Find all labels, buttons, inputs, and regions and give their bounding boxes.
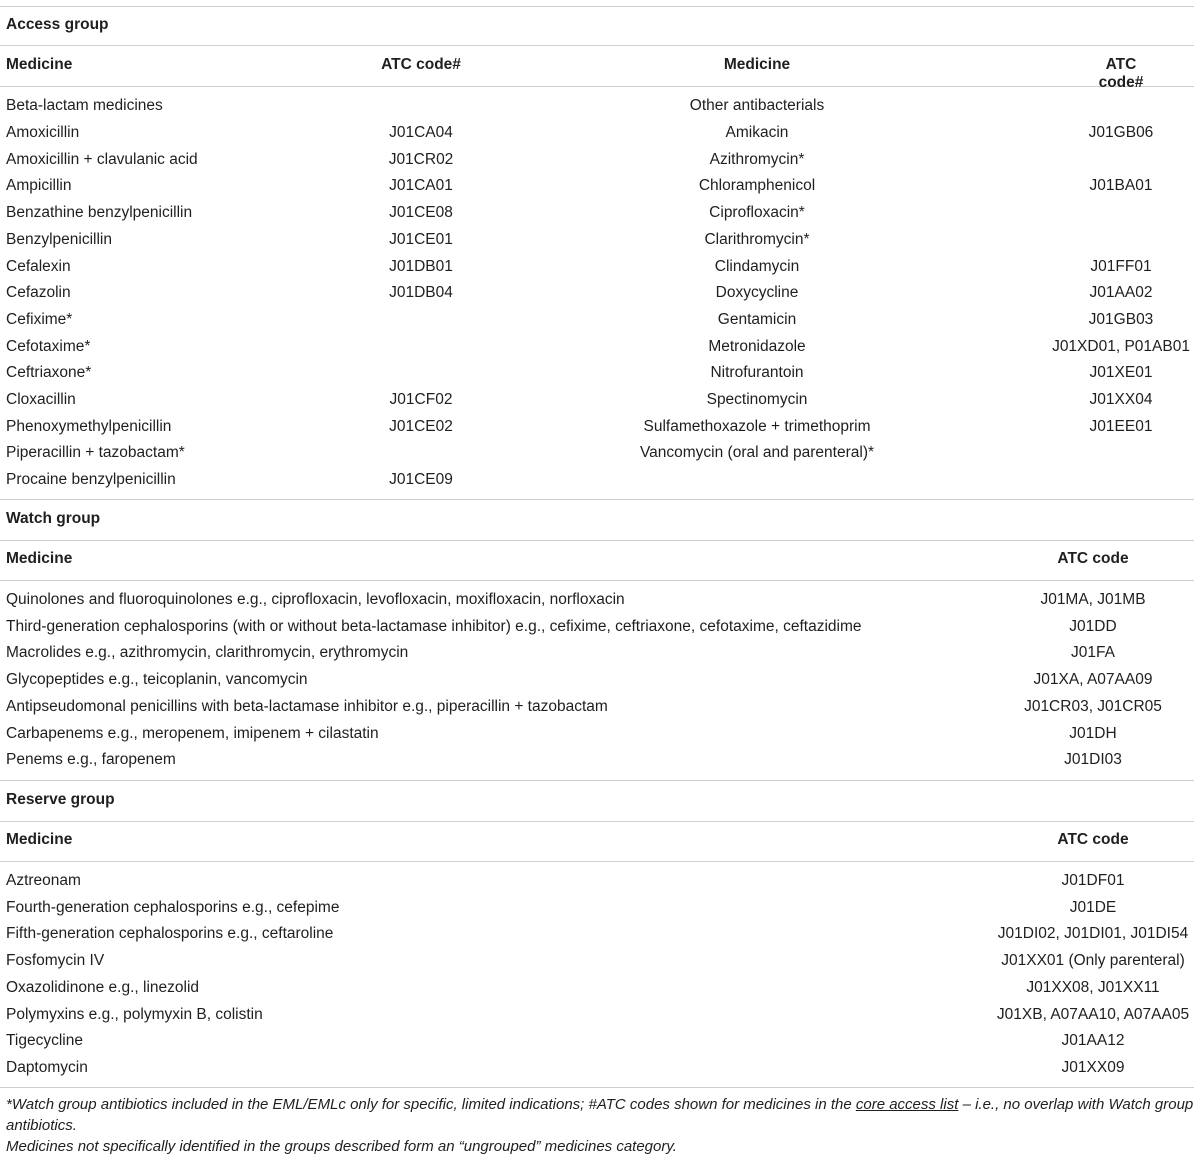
access-atc-code-right: J01XX04: [1089, 391, 1153, 408]
footnote-line-2: Medicines not specifically identified in the groups described form an “ungrouped” medicines category.: [6, 1138, 677, 1155]
access-atc-code: J01CE02: [389, 417, 453, 435]
access-atc-code-right: J01AA02: [1089, 284, 1153, 302]
access-medicine-name-right: Metronidazole: [708, 337, 806, 355]
access-medicine-name: Cefazolin: [6, 284, 71, 302]
access-medicine-name: Cefotaxime*: [6, 337, 91, 355]
access-atc-code-right: J01GB03: [1088, 310, 1154, 328]
access-left-section-label: Beta-lactam medicines: [6, 97, 163, 114]
reserve-group-title: Reserve group: [6, 791, 115, 808]
access-group-title: Access group: [6, 16, 109, 33]
watch-medicine-name: Antipseudomonal penicillins with beta-lactamase inhibitor e.g., piperacillin + tazobactam: [6, 697, 608, 715]
access-medicine-name-right: Amikacin: [725, 124, 789, 141]
access-medicine-name-right: Spectinomycin: [706, 391, 808, 408]
access-medicine-name: Benzylpenicillin: [6, 230, 112, 248]
watch-group-title: Watch group: [6, 510, 101, 527]
access-medicine-name: Cefixime*: [6, 310, 73, 328]
rule: [0, 540, 1194, 541]
footnote-text-1: *Watch group antibiotics included in the EML/EMLc only for specific, limited indications; #ATC codes shown for medicines in the: [6, 1096, 856, 1113]
reserve-medicine-name: Tigecycline: [6, 1032, 83, 1050]
access-medicine-name-right: Sulfamethoxazole + trimethoprim: [643, 417, 871, 435]
access-medicine-name-right: Chloramphenicol: [698, 177, 816, 195]
reserve-header-medicine: Medicine: [6, 831, 73, 848]
access-medicine-name-right: Clindamycin: [714, 257, 800, 275]
watch-atc-code: J01FA: [1071, 644, 1115, 662]
access-medicine-name: Phenoxymethylpenicillin: [6, 417, 172, 435]
core-access-list-text: core access list: [855, 1096, 959, 1113]
reserve-atc-code: J01XX01 (Only parenteral): [1001, 952, 1185, 970]
access-medicine-name: Cloxacillin: [6, 391, 76, 408]
watch-atc-code: J01DD: [1069, 617, 1117, 635]
access-header-atc-right: ATC code#: [1098, 56, 1144, 91]
reserve-medicine-name: Polymyxins e.g., polymyxin B, colistin: [6, 1005, 263, 1023]
access-medicine-name: Ampicillin: [6, 177, 72, 195]
rule: [0, 45, 1194, 46]
access-atc-code: J01CF02: [389, 391, 453, 408]
footnotes: [6, 1094, 1194, 1157]
rule: [0, 499, 1194, 500]
watch-medicine-name: Third-generation cephalosporins (with or without beta-lactamase inhibitor) e.g., cefixime, ceftriaxone, cefotaxime, ceftazidime: [6, 617, 862, 635]
watch-medicine-name: Penems e.g., faropenem: [6, 751, 176, 769]
watch-medicine-name: Macrolides e.g., azithromycin, clarithromycin, erythromycin: [6, 644, 409, 662]
access-atc-code: J01CR02: [388, 150, 454, 168]
access-atc-code: J01DB01: [389, 257, 453, 275]
watch-header-atc: ATC code: [1057, 550, 1129, 567]
footnote-line-1: [6, 1094, 1194, 1136]
reserve-medicine-name: Oxazolidinone e.g., linezolid: [6, 978, 200, 996]
access-atc-code-right: J01XD01, P01AB01: [1052, 337, 1190, 355]
rule: [0, 780, 1194, 781]
access-medicine-name-right: Ciprofloxacin*: [709, 204, 805, 222]
access-medicine-name: Piperacillin + tazobactam*: [6, 444, 185, 462]
reserve-atc-code: J01XX09: [1061, 1058, 1125, 1076]
access-medicine-name: Cefalexin: [6, 257, 71, 275]
reserve-header-atc: ATC code: [1057, 831, 1129, 848]
reserve-atc-code: J01DF01: [1061, 872, 1125, 889]
watch-atc-code: J01MA, J01MB: [1040, 591, 1146, 608]
access-medicine-name-right: Gentamicin: [717, 310, 797, 328]
access-atc-code-right: J01BA01: [1089, 177, 1153, 195]
watch-medicine-name: Glycopeptides e.g., teicoplanin, vancomycin: [6, 671, 308, 689]
access-atc-code: J01DB04: [389, 284, 453, 302]
access-atc-code: J01CA01: [389, 177, 453, 195]
watch-atc-code: J01XA, A07AA09: [1033, 671, 1153, 689]
access-right-section-label: Other antibacterials: [689, 97, 825, 114]
access-atc-code: J01CE01: [389, 230, 453, 248]
rule: [0, 861, 1194, 862]
reserve-atc-code: J01AA12: [1061, 1032, 1125, 1050]
access-medicine-name: Procaine benzylpenicillin: [6, 471, 176, 489]
access-header-medicine-right: Medicine: [723, 56, 791, 73]
access-medicine-name-right: Nitrofurantoin: [710, 364, 804, 382]
access-atc-code-right: J01XE01: [1089, 364, 1153, 382]
rule: [0, 86, 1194, 87]
access-medicine-name-right: Doxycycline: [715, 284, 799, 302]
access-atc-code-right: J01EE01: [1089, 417, 1153, 435]
watch-atc-code: J01CR03, J01CR05: [1024, 697, 1162, 715]
rule: [0, 1087, 1194, 1088]
footnote-text-2: – i.e., no overlap with Watch group antibiotics.: [6, 1096, 1194, 1134]
rule: [0, 821, 1194, 822]
reserve-medicine-name: Daptomycin: [6, 1058, 88, 1076]
access-medicine-name-right: Azithromycin*: [709, 150, 805, 168]
access-medicine-name: Benzathine benzylpenicillin: [6, 204, 193, 222]
access-medicine-name: Amoxicillin + clavulanic acid: [6, 150, 198, 168]
watch-atc-code: J01DH: [1069, 724, 1117, 742]
access-header-medicine: Medicine: [6, 56, 73, 73]
access-atc-code: J01CE09: [389, 471, 453, 489]
access-atc-code: J01CA04: [389, 124, 453, 141]
access-header-atc: ATC code#: [381, 56, 461, 73]
access-medicine-name: Ceftriaxone*: [6, 364, 92, 382]
reserve-medicine-name: Fosfomycin IV: [6, 952, 105, 970]
watch-header-medicine: Medicine: [6, 550, 73, 567]
rule: [0, 6, 1194, 7]
reserve-medicine-name: Aztreonam: [6, 872, 81, 889]
access-atc-code-right: J01GB06: [1088, 124, 1154, 141]
access-medicine-name-right: Vancomycin (oral and parenteral)*: [639, 444, 875, 462]
rule: [0, 580, 1194, 581]
watch-medicine-name: Quinolones and fluoroquinolones e.g., ciprofloxacin, levofloxacin, moxifloxacin, norfloxacin: [6, 591, 625, 608]
reserve-medicine-name: Fifth-generation cephalosporins e.g., ceftaroline: [6, 925, 334, 943]
reserve-atc-code: J01XB, A07AA10, A07AA05: [996, 1005, 1190, 1023]
access-medicine-name-right: Clarithromycin*: [704, 230, 810, 248]
access-atc-code: J01CE08: [389, 204, 453, 222]
reserve-atc-code: J01DE: [1069, 898, 1117, 916]
watch-medicine-name: Carbapenems e.g., meropenem, imipenem + cilastatin: [6, 724, 379, 742]
reserve-atc-code: J01DI02, J01DI01, J01DI54: [997, 925, 1189, 943]
reserve-atc-code: J01XX08, J01XX11: [1026, 978, 1160, 996]
reserve-medicine-name: Fourth-generation cephalosporins e.g., cefepime: [6, 898, 340, 916]
access-atc-code-right: J01FF01: [1090, 257, 1152, 275]
access-medicine-name: Amoxicillin: [6, 124, 80, 141]
watch-atc-code: J01DI03: [1064, 751, 1122, 769]
